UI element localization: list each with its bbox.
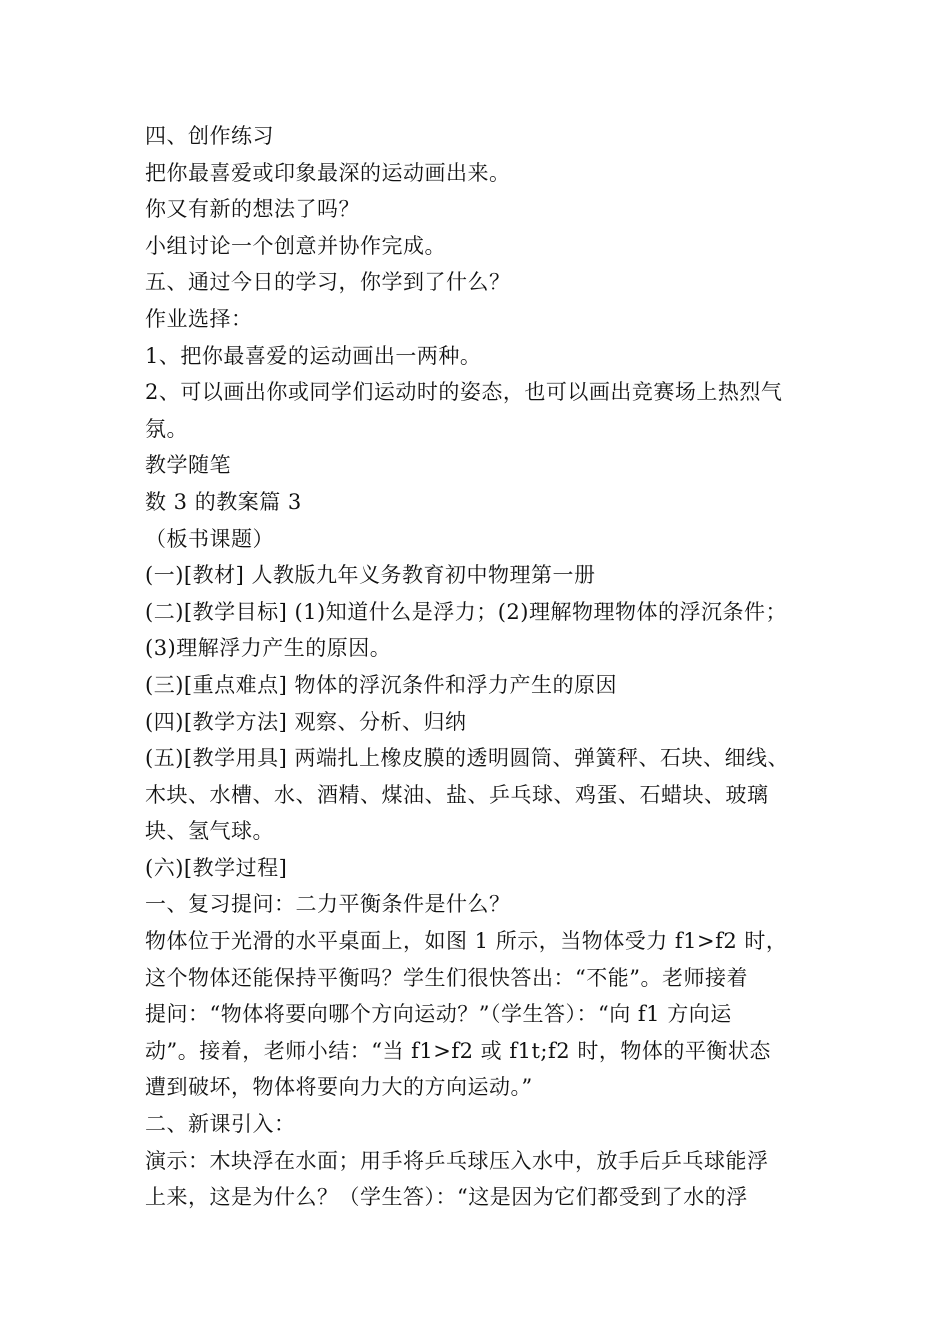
text-line: 演示：木块浮在水面；用手将乒乓球压入水中，放手后乒乓球能浮 bbox=[145, 1148, 769, 1173]
text-line: 小组讨论一个创意并协作完成。 bbox=[145, 233, 446, 258]
text-line: (四)[教学方法] 观察、分析、归纳 bbox=[145, 709, 467, 734]
text-line: 物体位于光滑的水平桌面上，如图 1 所示，当物体受力 f1>f2 时， bbox=[145, 929, 788, 954]
section-heading: 教学随笔 bbox=[145, 453, 231, 478]
text-line: 一、复习提问：二力平衡条件是什么？ bbox=[145, 892, 511, 917]
text-line: 上来，这是为什么？（学生答）：“这是因为它们都受到了水的浮 bbox=[145, 1185, 748, 1210]
text-line: 二、新课引入： bbox=[145, 1112, 296, 1137]
text-line: (五)[教学用具] 两端扎上橡皮膜的透明圆筒、弹簧秤、石块、细线、 bbox=[145, 746, 789, 771]
text-line: 氛。 bbox=[145, 416, 188, 441]
text-line: 四、创作练习 bbox=[145, 124, 274, 148]
text-line: 五、通过今日的学习，你学到了什么？ bbox=[145, 270, 511, 295]
text-line: 这个物体还能保持平衡吗？学生们很快答出：“不能”。老师接着 bbox=[145, 965, 748, 990]
text-line: (一)[教材] 人教版九年义务教育初中物理第一册 bbox=[145, 563, 596, 588]
text-line: 动”。接着，老师小结：“当 f1>f2 或 f1t;f2 时，物体的平衡状态 bbox=[145, 1038, 771, 1063]
text-line: 木块、水槽、水、酒精、煤油、盐、乒乓球、鸡蛋、石蜡块、玻璃 bbox=[145, 782, 769, 807]
text-line: 块、氢气球。 bbox=[145, 819, 274, 844]
text-line: 作业选择： bbox=[145, 306, 253, 331]
text-line: 2、可以画出你或同学们运动时的姿态，也可以画出竞赛场上热烈气 bbox=[145, 380, 783, 405]
text-line: 1、把你最喜爱的运动画出一两种。 bbox=[145, 343, 482, 368]
section-heading: 数 3 的教案篇 3 bbox=[145, 489, 302, 514]
text-line: (三)[重点难点] 物体的浮沉条件和浮力产生的原因 bbox=[145, 672, 617, 697]
text-line: (六)[教学过程] bbox=[145, 855, 288, 880]
text-line: (3)理解浮力产生的原因。 bbox=[145, 636, 392, 661]
text-line: 你又有新的想法了吗？ bbox=[145, 197, 360, 222]
document-body bbox=[145, 118, 835, 1216]
text-line: 遭到破坏，物体将要向力大的方向运动。” bbox=[145, 1075, 533, 1100]
text-line: （板书课题） bbox=[145, 526, 274, 551]
text-line: 提问：“物体将要向哪个方向运动？”（学生答）：“向 f1 方向运 bbox=[145, 1002, 732, 1027]
text-line: (二)[教学目标] (1)知道什么是浮力；(2)理解物理物体的浮沉条件； bbox=[145, 599, 787, 624]
text-line: 把你最喜爱或印象最深的运动画出来。 bbox=[145, 160, 511, 185]
